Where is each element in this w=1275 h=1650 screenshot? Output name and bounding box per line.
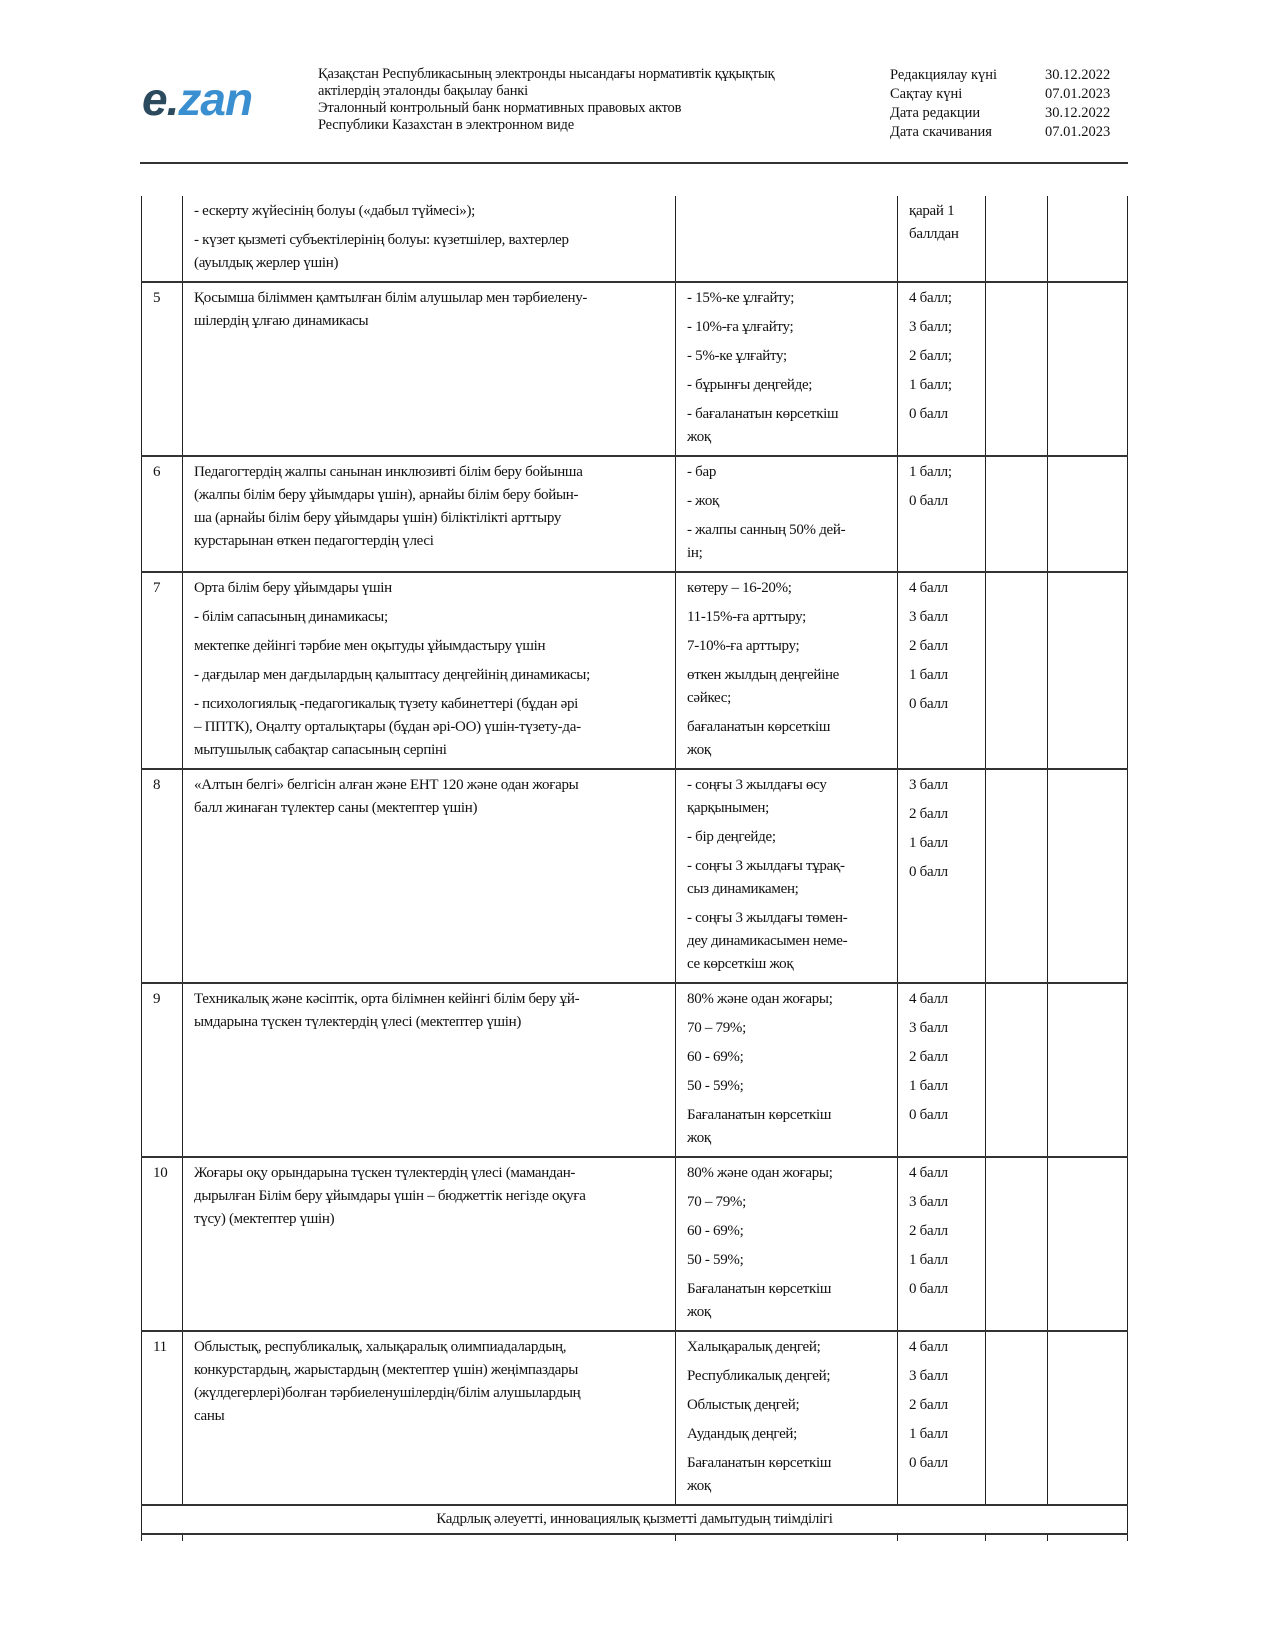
- indicator-text: - күзет қызметі субъектілерінің болуы: күзетшілер, вахтерлер (ауылдық жерлер үшін): [194, 232, 569, 271]
- indicator-cell: [183, 572, 676, 769]
- score-text: 3 балл;: [909, 319, 952, 335]
- criteria-cell: [676, 983, 898, 1157]
- score-text: 2 балл: [909, 1223, 948, 1239]
- indicator-text: Жоғары оқу орындарына түскен түлектердің үлесі (мамандан- дырылған Білім беру ұйымдары үшін – бюджеттік негізде оқуға түсу) (мектептер үшін): [194, 1165, 586, 1227]
- criterion-text: 11-15%-ға арттыру;: [687, 609, 807, 625]
- section-row: [142, 1505, 1128, 1534]
- row-number: [142, 1331, 183, 1505]
- empty-cell: [142, 1534, 183, 1541]
- table-row-continued: [142, 1534, 1128, 1541]
- criterion-text: 7-10%-ға арттыру;: [687, 638, 800, 654]
- score-text: 3 балл: [909, 609, 948, 625]
- meta-label: Дата скачивания: [890, 124, 992, 140]
- criterion-text: - бар: [687, 464, 717, 480]
- score-text: 4 балл: [909, 580, 948, 596]
- empty-cell: [1048, 572, 1128, 769]
- header-line: Республики Казахстан в электронном виде: [318, 117, 574, 133]
- criterion-text: - жалпы санның 50% дей- ін;: [687, 522, 846, 561]
- score-text: 2 балл: [909, 1049, 948, 1065]
- header-line: Қазақстан Республикасының электронды нысандағы нормативтік құқықтық: [318, 66, 775, 82]
- score-text: 2 балл: [909, 1397, 948, 1413]
- empty-cell: [1048, 456, 1128, 572]
- criteria-cell: [676, 769, 898, 983]
- criterion-text: Бағаланатын көрсеткіш жоқ: [687, 1281, 832, 1320]
- row-number: [142, 983, 183, 1157]
- criterion-text: 70 – 79%;: [687, 1194, 746, 1210]
- score-cell: [898, 1331, 986, 1505]
- criterion-text: бағаланатын көрсеткіш жоқ: [687, 719, 831, 758]
- criterion-text: өткен жылдың деңгейіне сәйкес;: [687, 667, 840, 706]
- criteria-cell: [676, 1157, 898, 1331]
- section-title: Кадрлық әлеуетті, инновациялық қызметті дамытудың тиімділігі: [142, 1505, 1128, 1534]
- score-text: 0 балл: [909, 1455, 948, 1471]
- empty-cell: [898, 1534, 986, 1541]
- empty-cell: [1048, 282, 1128, 456]
- score-text: 1 балл: [909, 835, 948, 851]
- empty-cell: [1048, 196, 1128, 282]
- score-text: 1 балл;: [909, 464, 952, 480]
- score-text: 1 балл;: [909, 377, 952, 393]
- score-text: 1 балл: [909, 1252, 948, 1268]
- indicator-cell: [183, 196, 676, 282]
- indicator-text: «Алтын белгі» белгісін алған және ЕНТ 120 және одан жоғары балл жинаған түлектер саны (мектептер үшін): [194, 777, 579, 816]
- indicator-text: мектепке дейінгі тәрбие мен оқытуды ұйымдастыру үшін: [194, 638, 546, 654]
- empty-cell: [676, 1534, 898, 1541]
- row-number: [142, 456, 183, 572]
- empty-cell: [986, 456, 1048, 572]
- indicator-text: Орта білім беру ұйымдары үшін: [194, 580, 392, 596]
- row-number-text: 9: [153, 991, 161, 1007]
- score-text: 0 балл: [909, 493, 948, 509]
- score-cell: [898, 769, 986, 983]
- empty-cell: [1048, 1331, 1128, 1505]
- score-text: 0 балл: [909, 864, 948, 880]
- header-line: Эталонный контрольный банк нормативных правовых актов: [318, 100, 682, 116]
- score-cell: [898, 196, 986, 282]
- row-number-text: 8: [153, 777, 161, 793]
- meta-label: Сақтау күні: [890, 86, 963, 102]
- table-row: [142, 282, 1128, 456]
- table-row: [142, 456, 1128, 572]
- score-cell: [898, 1157, 986, 1331]
- criterion-text: - соңғы 3 жылдағы төмен- деу динамикасымен неме- се көрсеткіш жоқ: [687, 910, 848, 972]
- score-text: 3 балл: [909, 1020, 948, 1036]
- row-number-text: 10: [153, 1165, 168, 1181]
- criterion-text: - соңғы 3 жылдағы өсу қарқынымен;: [687, 777, 827, 816]
- table-row: [142, 1157, 1128, 1331]
- indicator-cell: [183, 456, 676, 572]
- criterion-text: 80% және одан жоғары;: [687, 1165, 833, 1181]
- score-text: 4 балл;: [909, 290, 952, 306]
- criteria-cell: [676, 1331, 898, 1505]
- row-number: [142, 282, 183, 456]
- criterion-text: - бұрынғы деңгейде;: [687, 377, 813, 393]
- criterion-text: 50 - 59%;: [687, 1252, 744, 1268]
- criterion-text: Халықаралық деңгей;: [687, 1339, 821, 1355]
- empty-cell: [1048, 983, 1128, 1157]
- header-line: актілердің эталонды бақылау банкі: [318, 83, 528, 99]
- criterion-text: 50 - 59%;: [687, 1078, 744, 1094]
- empty-cell: [1048, 769, 1128, 983]
- header-title: [318, 66, 774, 134]
- criterion-text: Бағаланатын көрсеткіш жоқ: [687, 1107, 832, 1146]
- row-number-text: 6: [153, 464, 161, 480]
- row-number-text: 5: [153, 290, 161, 306]
- row-number: [142, 1157, 183, 1331]
- table-row: [142, 572, 1128, 769]
- score-text: 1 балл: [909, 1426, 948, 1442]
- meta-value: 07.01.2023: [1045, 124, 1111, 140]
- row-number-text: 11: [153, 1339, 167, 1355]
- score-cell: [898, 456, 986, 572]
- empty-cell: [986, 572, 1048, 769]
- score-text: 1 балл: [909, 1078, 948, 1094]
- score-text: 1 балл: [909, 667, 948, 683]
- header-divider: [140, 162, 1128, 164]
- score-text: 4 балл: [909, 991, 948, 1007]
- criterion-text: - 15%-ке ұлғайту;: [687, 290, 795, 306]
- header-meta: [890, 66, 1110, 142]
- indicator-cell: [183, 769, 676, 983]
- empty-cell: [986, 282, 1048, 456]
- criteria-cell: [676, 456, 898, 572]
- row-number: [142, 572, 183, 769]
- criteria-cell: [676, 572, 898, 769]
- criterion-text: - бір деңгейде;: [687, 829, 776, 845]
- table-row: [142, 196, 1128, 282]
- indicator-text: - ескерту жүйесінің болуы («дабыл түймесі»);: [194, 203, 476, 219]
- score-text: 4 балл: [909, 1339, 948, 1355]
- indicator-text: - дағдылар мен дағдылардың қалыптасу деңгейінің динамикасы;: [194, 667, 590, 683]
- row-number-text: 7: [153, 580, 161, 596]
- score-text: 0 балл: [909, 1281, 948, 1297]
- criterion-text: Аудандық деңгей;: [687, 1426, 798, 1442]
- meta-label: Редакциялау күні: [890, 67, 998, 83]
- empty-cell: [986, 1331, 1048, 1505]
- criterion-text: Облыстық деңгей;: [687, 1397, 800, 1413]
- criterion-text: көтеру – 16-20%;: [687, 580, 792, 596]
- meta-label: Дата редакции: [890, 105, 981, 121]
- indicator-cell: [183, 1157, 676, 1331]
- meta-value: 30.12.2022: [1045, 67, 1111, 83]
- criterion-text: 60 - 69%;: [687, 1049, 744, 1065]
- empty-cell: [183, 1534, 676, 1541]
- empty-cell: [1048, 1157, 1128, 1331]
- criterion-text: 60 - 69%;: [687, 1223, 744, 1239]
- score-text: 2 балл: [909, 638, 948, 654]
- score-text: 3 балл: [909, 1194, 948, 1210]
- indicator-cell: [183, 983, 676, 1157]
- criterion-text: 80% және одан жоғары;: [687, 991, 833, 1007]
- criterion-text: - 10%-ға ұлғайту;: [687, 319, 794, 335]
- indicator-text: Техникалық және кәсіптік, орта білімнен кейінгі білім беру ұй- ымдарына түскен түлектердің үлесі (мектептер үшін): [194, 991, 580, 1030]
- empty-cell: [986, 1534, 1048, 1541]
- row-number: [142, 769, 183, 983]
- score-text: 3 балл: [909, 777, 948, 793]
- criterion-text: - бағаланатын көрсеткіш жоқ: [687, 406, 839, 445]
- empty-cell: [986, 769, 1048, 983]
- empty-cell: [1048, 1534, 1128, 1541]
- table-row: [142, 983, 1128, 1157]
- criterion-text: Бағаланатын көрсеткіш жоқ: [687, 1455, 832, 1494]
- score-cell: [898, 572, 986, 769]
- indicator-text: Педагогтердің жалпы санынан инклюзивті білім беру бойынша (жалпы білім беру ұйымдары үшін), арнайы білім беру бойын- ша (арнайы білім беру ұйымдары үшін) біліктілікті арттыру курстарынан өткен педагогтердің үлесі: [194, 464, 583, 549]
- criteria-cell: [676, 282, 898, 456]
- indicator-text: - білім сапасының динамикасы;: [194, 609, 388, 625]
- criterion-text: - соңғы 3 жылдағы тұрақ- сыз динамикамен;: [687, 858, 845, 897]
- score-text: 4 балл: [909, 1165, 948, 1181]
- criterion-text: Республикалық деңгей;: [687, 1368, 831, 1384]
- table-row: [142, 1331, 1128, 1505]
- table-row: [142, 769, 1128, 983]
- ezan-logo: e.zan: [142, 73, 253, 125]
- score-text: 2 балл: [909, 806, 948, 822]
- indicator-text: - психологиялық -педагогикалық түзету кабинеттері (бұдан әрі – ППТК), Оңалту орталықтары (бұдан әрі-ОО) үшін-түзету-да- мытушылық сабақтар сапасының серпіні: [194, 696, 581, 758]
- indicator-text: Қосымша біліммен қамтылған білім алушылар мен тәрбиелену- шілердің ұлғаю динамикасы: [194, 290, 588, 329]
- score-cell: [898, 983, 986, 1157]
- meta-value: 30.12.2022: [1045, 105, 1111, 121]
- indicator-cell: [183, 282, 676, 456]
- criteria-cell: [676, 196, 898, 282]
- score-text: 3 балл: [909, 1368, 948, 1384]
- criteria-table: [141, 196, 1128, 1541]
- indicator-text: Облыстық, республикалық, халықаралық олимпиадалардың, конкурстардың, жарыстардың (мектептер үшін) жеңімпаздары (жүлдегерлері)болған тәрбиеленушілердің/білім алушылардың саны: [194, 1339, 581, 1424]
- score-text: 0 балл: [909, 696, 948, 712]
- score-text: 0 балл: [909, 406, 948, 422]
- meta-value: 07.01.2023: [1045, 86, 1111, 102]
- row-number: [142, 196, 183, 282]
- indicator-cell: [183, 1331, 676, 1505]
- empty-cell: [986, 196, 1048, 282]
- score-text: 2 балл;: [909, 348, 952, 364]
- criterion-text: - жоқ: [687, 493, 720, 509]
- score-cell: [898, 282, 986, 456]
- score-text: қарай 1 баллдан: [909, 203, 959, 242]
- criterion-text: 70 – 79%;: [687, 1020, 746, 1036]
- empty-cell: [986, 1157, 1048, 1331]
- criterion-text: - 5%-ке ұлғайту;: [687, 348, 787, 364]
- score-text: 0 балл: [909, 1107, 948, 1123]
- empty-cell: [986, 983, 1048, 1157]
